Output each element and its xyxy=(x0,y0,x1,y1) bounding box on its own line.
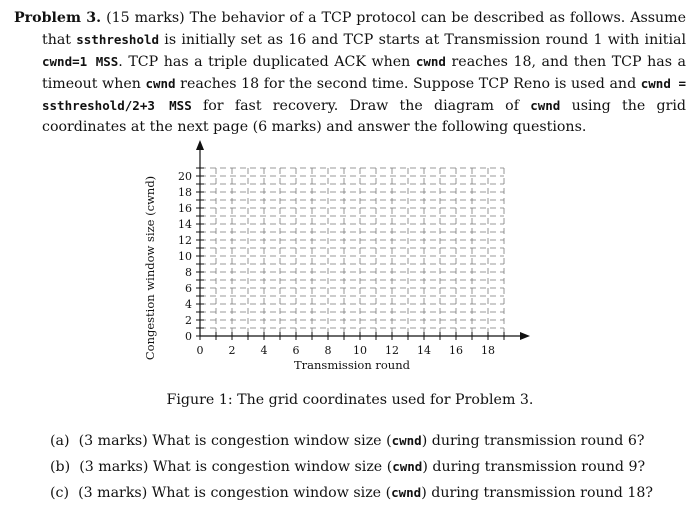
question-text-post: ) during transmission round 6? xyxy=(421,433,645,449)
figure-caption: Figure 1: The grid coordinates used for Problem 3. xyxy=(166,392,534,408)
x-tick-labels xyxy=(197,344,496,357)
x-tick-label: 4 xyxy=(260,344,268,357)
y-tick-label: 12 xyxy=(178,234,192,247)
x-axis-arrow xyxy=(520,332,530,340)
code-ssthreshold: ssthreshold xyxy=(76,32,160,47)
question-text-pre: (3 marks) What is congestion window size ( xyxy=(79,459,393,475)
question-item xyxy=(50,430,690,456)
y-axis-title: Congestion window size (cwnd) xyxy=(143,175,157,361)
y-tick-label: 6 xyxy=(185,282,192,295)
question-text-pre: (3 marks) What is congestion window size ( xyxy=(78,485,392,501)
questions-list xyxy=(50,430,690,508)
problem-text-2: is initially set as 16 and TCP starts at Transmission round 1 with initial xyxy=(164,32,686,48)
question-item xyxy=(50,482,690,508)
x-tick-label: 0 xyxy=(196,344,204,357)
x-tick-label: 16 xyxy=(449,344,463,357)
x-tick-label: 10 xyxy=(353,344,367,357)
code-cwnd-3: cwnd xyxy=(530,98,561,113)
question-code-cwnd: cwnd xyxy=(392,459,423,474)
problem-text-5: reaches 18 for the second time. Suppose TCP Reno is used and xyxy=(180,76,637,92)
problem-text-6: for fast recovery. Draw the diagram of xyxy=(203,98,519,114)
problem-marks: (15 marks) xyxy=(106,10,185,26)
y-tick-label: 10 xyxy=(178,250,192,263)
x-tick-label: 12 xyxy=(385,344,399,357)
y-tick-label: 0 xyxy=(185,330,192,343)
x-tick-label: 18 xyxy=(481,344,495,357)
code-formula: cwnd = ssthreshold/2+3 MSS xyxy=(42,76,686,113)
problem-text-1: The behavior of a TCP protocol can be described as follows. Assume that xyxy=(42,10,686,48)
question-text-post: ) during transmission round 18? xyxy=(421,485,654,501)
x-axis-title: Transmission round xyxy=(294,358,410,372)
question-item xyxy=(50,456,690,482)
question-text-post: ) during transmission round 9? xyxy=(422,459,646,475)
grid-lines xyxy=(200,168,504,336)
code-cwnd-1: cwnd xyxy=(415,54,446,69)
cwnd-grid-figure xyxy=(140,140,530,380)
question-code-cwnd: cwnd xyxy=(391,485,422,500)
x-tick-label: 6 xyxy=(292,344,300,357)
problem-text-4: reaches 18, and then TCP has a timeout when xyxy=(42,54,686,92)
question-label: (a) xyxy=(50,433,70,449)
code-cwnd-init: cwnd=1 MSS xyxy=(42,54,119,69)
y-tick-labels xyxy=(178,170,192,343)
y-tick-label: 18 xyxy=(178,186,192,199)
problem-statement xyxy=(14,8,686,138)
question-code-cwnd: cwnd xyxy=(391,433,422,448)
y-tick-label: 16 xyxy=(178,202,192,215)
y-tick-label: 8 xyxy=(185,266,192,279)
problem-text-3: . TCP has a triple duplicated ACK when xyxy=(118,54,411,70)
x-tick-label: 8 xyxy=(324,344,332,357)
question-text-pre: (3 marks) What is congestion window size ( xyxy=(78,433,392,449)
y-tick-label: 14 xyxy=(178,218,192,231)
question-label: (c) xyxy=(50,485,70,501)
y-tick-label: 20 xyxy=(178,170,192,183)
problem-text-7: using the grid coordinates at the next page (6 marks) and answer the following questions. xyxy=(42,98,686,135)
problem-heading: Problem 3. xyxy=(14,10,102,26)
grid-chart xyxy=(140,140,530,380)
question-label: (b) xyxy=(50,459,71,475)
ticks xyxy=(196,168,504,340)
code-cwnd-2: cwnd xyxy=(145,76,176,91)
problem-paragraph xyxy=(14,8,686,138)
y-tick-label: 4 xyxy=(185,298,192,311)
y-axis-arrow xyxy=(196,140,204,150)
x-tick-label: 14 xyxy=(417,344,431,357)
y-tick-label: 2 xyxy=(185,314,192,327)
x-tick-label: 2 xyxy=(228,344,236,357)
